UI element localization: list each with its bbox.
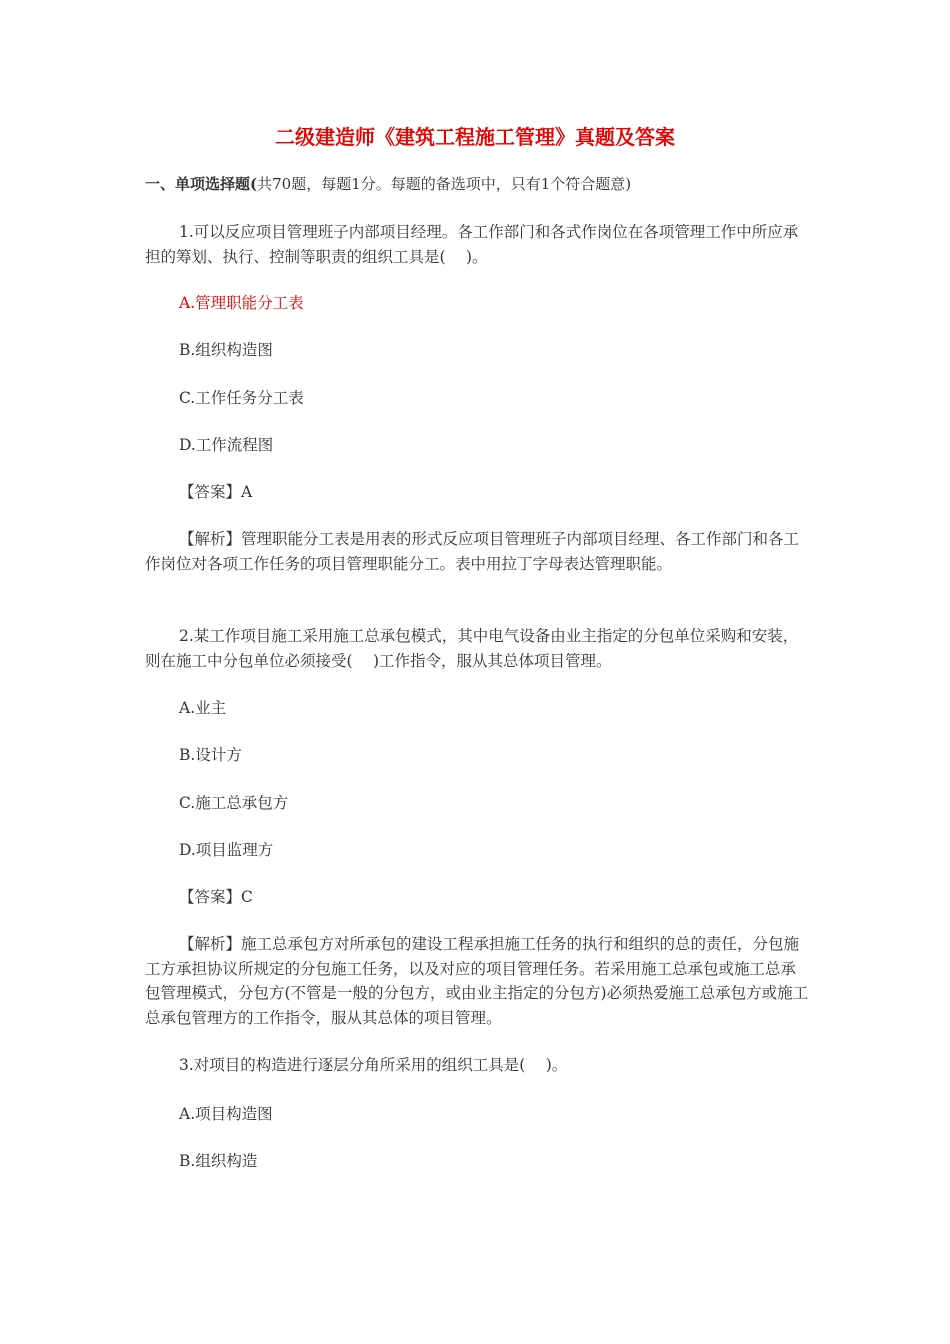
document-title: 二级建造师《建筑工程施工管理》真题及答案 bbox=[275, 125, 675, 149]
question-3-stem: 3.对项目的构造进行逐层分角所采用的组织工具是( )。 bbox=[179, 1056, 568, 1074]
question-2-option-a: A.业主 bbox=[179, 699, 227, 717]
question-1-answer: 【答案】A bbox=[179, 483, 253, 501]
question-2-stem: 2.某工作项目施工采用施工总承包模式，其中电气设备由业主指定的分包单位采购和安装，则在施工中分包单位必须接受( )工作指令，服从其总体项目管理。 bbox=[145, 627, 799, 670]
question-2-analysis: 【解析】施工总承包方对所承包的建设工程承担施工任务的执行和组织的总的责任，分包施工方承担协议所规定的分包施工任务，以及对应的项目管理任务。若采用施工总承包或施工总承包管理模式，分包方(不管是一般的分包方，或由业主指定的分包方)必须热爱施工总承包方或施工总承包管理方的工作指令，服从其总体的项目管理。 bbox=[145, 935, 809, 1027]
section-heading-rest: 共70题，每题1分。每题的备选项中，只有1个符合题意) bbox=[257, 175, 632, 193]
question-3-option-b: B.组织构造 bbox=[179, 1152, 258, 1170]
question-1-option-b: B.组织构造图 bbox=[179, 341, 273, 359]
question-1-analysis: 【解析】管理职能分工表是用表的形式反应项目管理班子内部项目经理、各工作部门和各工作岗位对各项工作任务的项目管理职能分工。表中用拉丁字母表达管理职能。 bbox=[145, 530, 800, 573]
question-1-stem: 1.可以反应项目管理班子内部项目经理。各工作部门和各式作岗位在各项管理工作中所应承担的筹划、执行、控制等职责的组织工具是( )。 bbox=[145, 223, 799, 266]
section-heading-bold: 一、单项选择题( bbox=[145, 175, 258, 193]
question-2-option-c: C.施工总承包方 bbox=[179, 794, 289, 812]
question-1-option-a: A.管理职能分工表 bbox=[179, 294, 304, 312]
question-2-answer: 【答案】C bbox=[179, 888, 253, 906]
question-2-option-d: D.项目监理方 bbox=[179, 841, 274, 859]
section-heading bbox=[145, 172, 631, 196]
question-2-option-b: B.设计方 bbox=[179, 746, 242, 764]
question-1-option-c: C.工作任务分工表 bbox=[179, 389, 304, 407]
question-1-option-d: D.工作流程图 bbox=[179, 436, 274, 454]
question-3-option-a: A.项目构造图 bbox=[179, 1105, 273, 1123]
